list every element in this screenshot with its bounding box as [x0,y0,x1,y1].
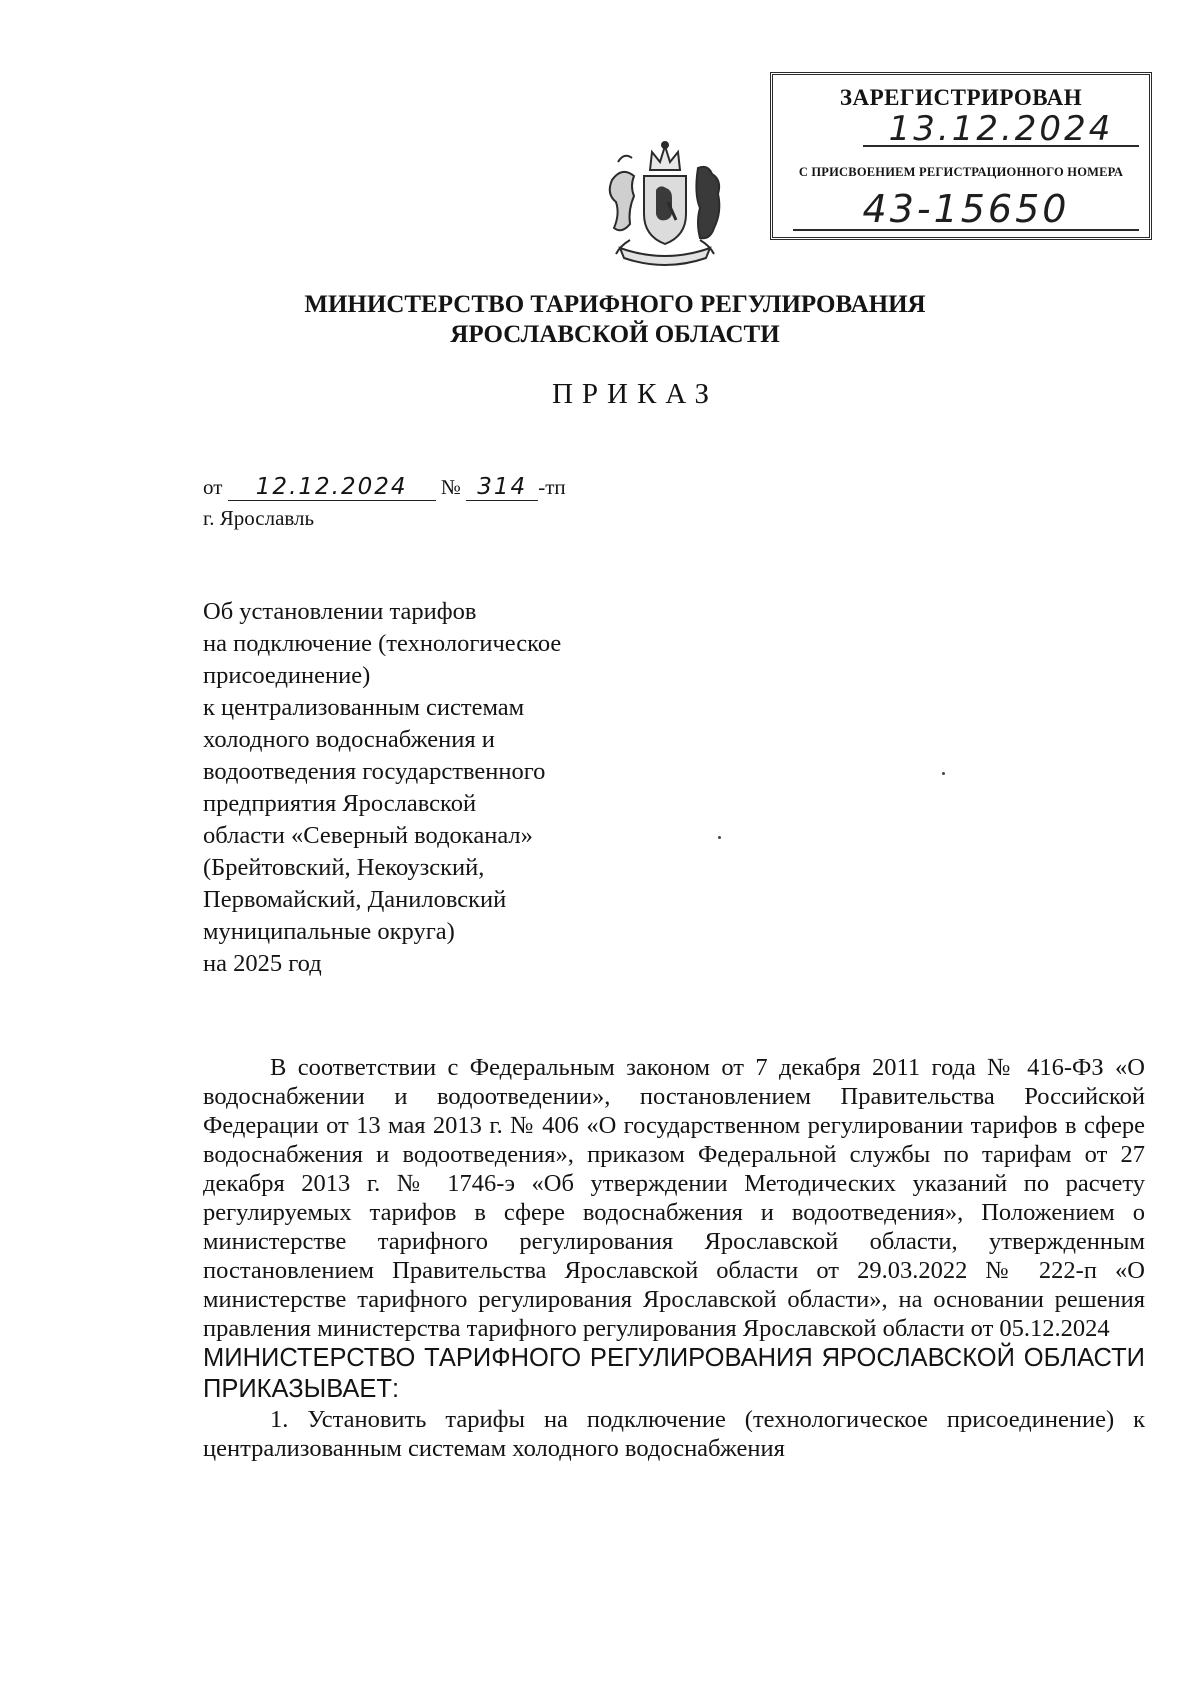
subject-line: водоотведения государственного [203,758,546,785]
stamp-registration-date: 13.12.2024 [863,109,1139,147]
subject-line: предприятия Ярославской [203,790,477,817]
preamble-paragraph: В соответствии с Федеральным законом от 7 декабря 2011 года № 416-ФЗ «О водоснабжении и водоотведении», постановлением Правительства Российской Федерации от 13 мая 2013 г. № 406 «О государственном регулировании тарифов в сфере водоснабжения и водоотведения», приказом Федеральной службы по тарифам от 27 декабря 2013 г. № 1746-э «Об утверждении Методических указаний по расчету регулируемых тарифов в сфере водоснабжения и водоотведения», Положением о министерстве тарифного регулирования Ярославской области, утвержденным постановлением Правительства Ярославской области от 29.03.2022 № 222-п «О министерстве тарифного регулирования Ярославской области», на основании решения правления министерства тарифного регулирования Ярославской области от 05.12.2024 [203,1054,1145,1342]
scan-speck [718,836,721,839]
ministry-title-line-1: МИНИСТЕРСТВО ТАРИФНОГО РЕГУЛИРОВАНИЯ [304,291,926,318]
stamp-caption: С ПРИСВОЕНИЕМ РЕГИСТРАЦИОННОГО НОМЕРА [798,165,1124,179]
ministry-title-line-2: ЯРОСЛАВСКОЙ ОБЛАСТИ [450,321,780,348]
subject-line: Об установлении тарифов [203,598,477,625]
order-subject [203,596,663,980]
document-type: ПРИКАЗ [551,378,719,410]
subject-line: на подключение (технологическое [203,630,562,657]
order-number-suffix: -тп [538,475,566,499]
order-body [203,1053,1145,1463]
order-date-line [203,474,566,501]
registration-stamp [770,72,1152,240]
subject-line: области «Северный водоканал» [203,822,533,849]
order-city: г. Ярославль [203,506,315,530]
subject-line: (Брейтовский, Некоузский, [203,854,485,881]
order-number: 314 [466,474,538,501]
subject-line: на 2025 год [203,950,322,977]
from-label: от [203,475,223,499]
subject-line: присоединение) [203,662,371,689]
coat-of-arms-icon [600,140,730,272]
order-statement: МИНИСТЕРСТВО ТАРИФНОГО РЕГУЛИРОВАНИЯ ЯРОСЛАВСКОЙ ОБЛАСТИ ПРИКАЗЫВАЕТ: [203,1344,1145,1403]
order-item-1: 1. Установить тарифы на подключение (технологическое присоединение) к централизованным системам холодного водоснабжения [203,1406,1145,1462]
ministry-title [180,290,1050,350]
subject-line: к централизованным системам [203,694,525,721]
number-label: № [440,475,461,499]
subject-line: Первомайский, Даниловский [203,886,507,913]
scan-speck [942,772,945,775]
stamp-registration-number: 43-15650 [793,185,1139,231]
subject-line: холодного водоснабжения и [203,726,495,753]
subject-line: муниципальные округа) [203,918,455,945]
stamp-title: ЗАРЕГИСТРИРОВАН [839,85,1083,110]
order-date: 12.12.2024 [228,474,436,501]
